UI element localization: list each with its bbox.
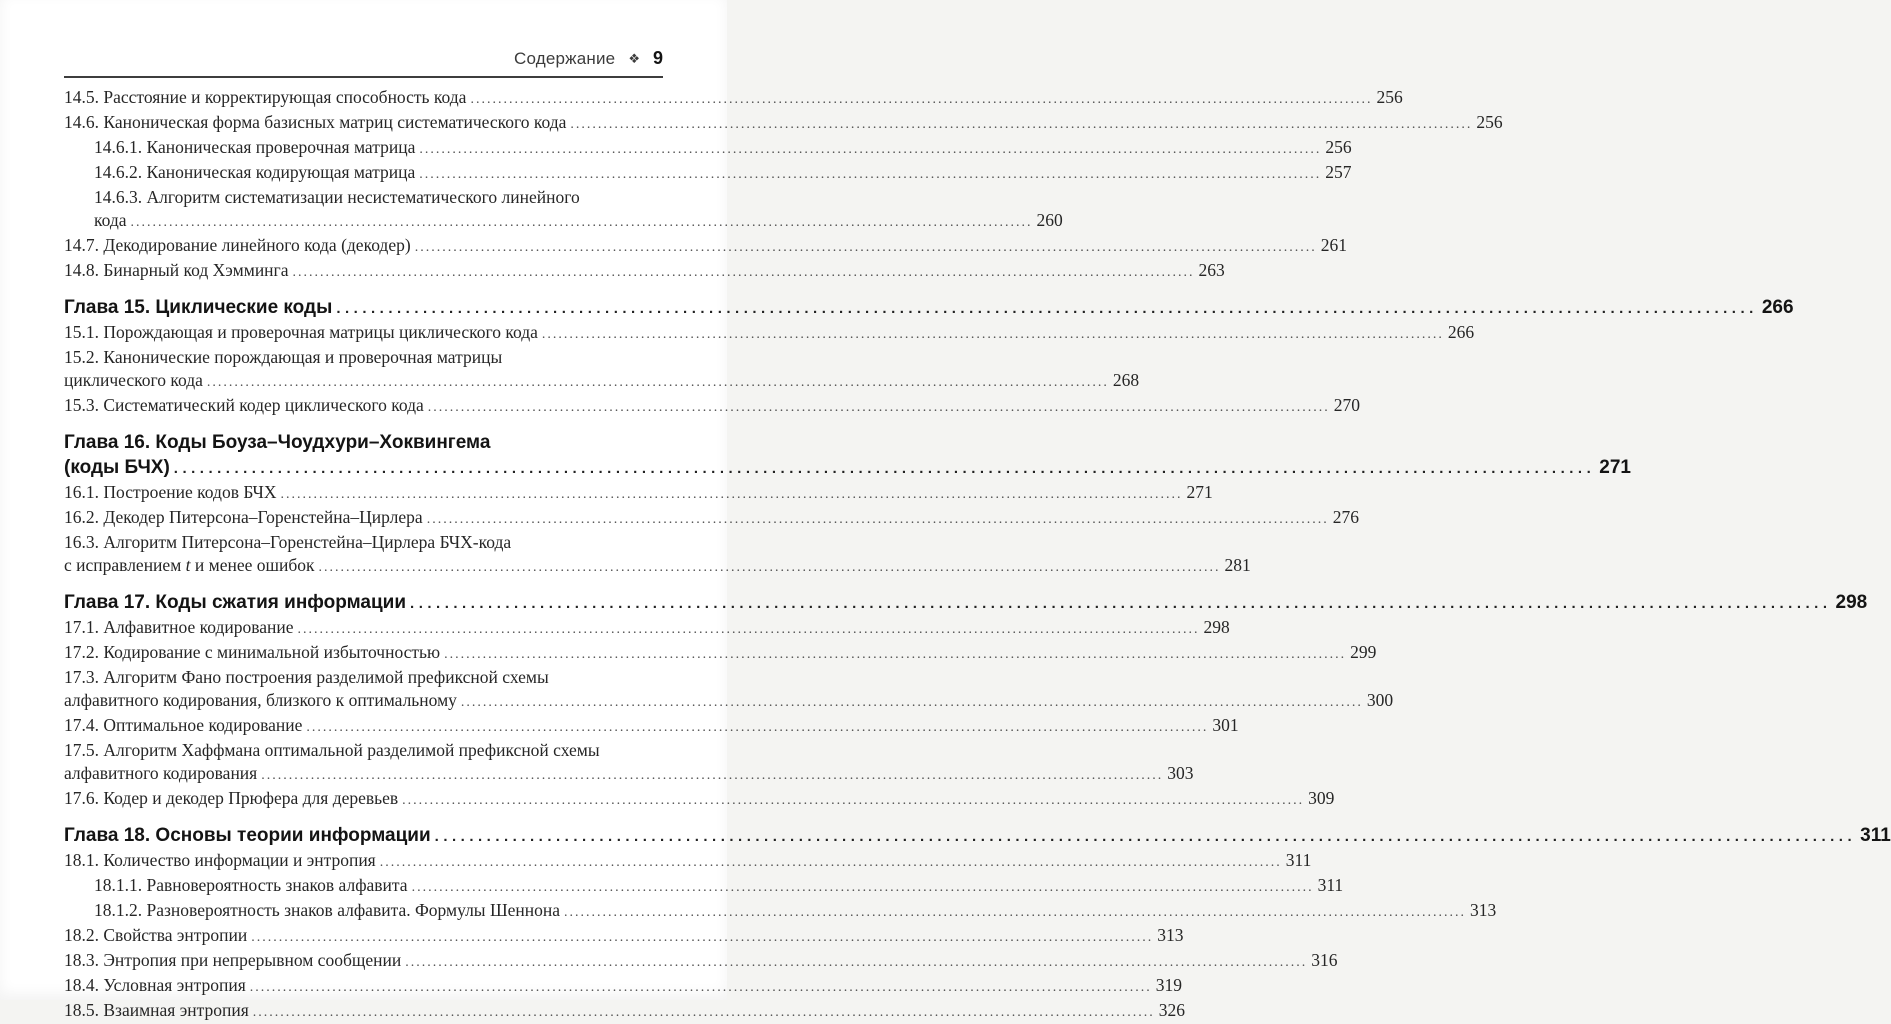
toc-page-number: 300 (1366, 690, 1394, 710)
toc-page-number: 266 (1447, 322, 1475, 342)
toc-entry-line (64, 949, 1338, 974)
toc-entry-line (64, 394, 1361, 419)
toc-line-text: 14.5. Расстояние и корректирующая способность кода (64, 87, 467, 107)
toc-page-number: 271 (1599, 457, 1631, 478)
toc-line-text: циклического кода (64, 370, 203, 390)
toc-line-text: 16.3. Алгоритм Питерсона–Горенстейна–Цирлера БЧХ-кода (64, 532, 512, 552)
toc-entry-line (64, 874, 1344, 899)
dot-leader (428, 394, 1330, 419)
toc-entry-line (64, 762, 1194, 787)
toc-line-text: 15.2. Канонические порождающая и проверочная матрицы (64, 347, 503, 367)
toc-entry-line (64, 86, 1403, 111)
page-header (64, 48, 663, 78)
dot-leader (402, 787, 1304, 812)
toc-line-text: Глава 16. Коды Боуза–Чоудхури–Хоквингема (64, 432, 491, 453)
toc-page-number: 261 (1320, 235, 1347, 255)
toc-chapter-line (64, 295, 1794, 321)
toc-line-text: 17.4. Оптимальное кодирование (64, 715, 303, 735)
toc-page-number: 319 (1155, 975, 1183, 995)
toc-page-number: 256 (1476, 112, 1503, 132)
dot-leader (298, 616, 1200, 641)
toc-line-text: 18.4. Условная энтропия (64, 975, 246, 995)
toc-line-text: 18.2. Свойства энтропии (64, 925, 248, 945)
toc-entry-line (64, 209, 1063, 234)
toc-entry-line (64, 259, 1225, 284)
toc-page-number: 266 (1761, 297, 1794, 318)
header-title: Содержание (513, 49, 616, 68)
toc-page-number: 256 (1376, 87, 1403, 107)
toc-entry-line (64, 924, 1184, 949)
dot-leader (444, 641, 1346, 666)
dot-leader (306, 714, 1208, 739)
toc-page-number: 301 (1212, 715, 1239, 735)
toc-page-number: 299 (1350, 642, 1377, 662)
toc-chapter-line (64, 430, 663, 455)
toc-page-number: 256 (1325, 137, 1352, 157)
toc-page-number: 263 (1198, 260, 1225, 280)
toc-page-number: 311 (1285, 850, 1312, 870)
dot-leader (415, 234, 1317, 259)
toc-page-number: 271 (1186, 482, 1213, 502)
toc-entry-line (64, 321, 1475, 346)
dot-leader (380, 849, 1282, 874)
toc-line-text: 17.1. Алфавитное кодирование (64, 617, 294, 637)
toc-entry-line (64, 346, 663, 369)
toc-chapter-line (64, 455, 1631, 481)
toc-entry-line (64, 849, 1312, 874)
toc-entry-line (64, 481, 1213, 506)
toc-line-text: 18.1.2. Разновероятность знаков алфавита. Формулы Шеннона (94, 900, 560, 920)
toc-line-text: Глава 17. Коды сжатия информации (64, 592, 407, 613)
dot-leader (564, 899, 1466, 924)
toc-page-number: 260 (1036, 210, 1063, 230)
toc-page-number: 276 (1332, 507, 1359, 527)
toc-entry-line (64, 234, 1347, 259)
toc-line-text: 15.3. Систематический кодер циклического кода (64, 395, 424, 415)
dot-leader (405, 949, 1307, 974)
toc-page-number: 298 (1203, 617, 1230, 637)
dot-leader (131, 209, 1033, 234)
toc-line-text: 16.2. Декодер Питерсона–Горенстейна–Цирлера (64, 507, 423, 527)
toc-page-number: 313 (1469, 900, 1497, 920)
toc-page-number: 311 (1317, 875, 1344, 895)
toc-line-text: 17.3. Алгоритм Фано построения разделимой префиксной схемы (64, 667, 549, 687)
toc-page-number: 270 (1333, 395, 1361, 415)
dot-leader (207, 369, 1109, 394)
toc-line-text: 14.6.3. Алгоритм систематизации несистематического линейного (94, 187, 580, 207)
toc-entry-line (64, 506, 1359, 531)
toc-entry-line (64, 899, 1497, 924)
toc-page-number: 303 (1167, 763, 1194, 783)
dot-leader (412, 874, 1314, 899)
toc-page-number: 268 (1112, 370, 1140, 390)
toc-entry-line (64, 554, 1251, 579)
toc-line-text: 14.6.2. Каноническая кодирующая матрица (94, 162, 416, 182)
toc-entry-line (64, 111, 1503, 136)
toc-page-number: 313 (1157, 925, 1184, 945)
toc-entry-line (64, 689, 1394, 714)
toc-line-text: 18.5. Взаимная энтропия (64, 1000, 249, 1020)
dot-leader (250, 974, 1152, 999)
toc-line-text: 17.2. Кодирование с минимальной избыточностью (64, 642, 441, 662)
toc-line-text: 17.6. Кодер и декодер Прюфера для деревьев (64, 788, 399, 808)
toc-entry-line (64, 531, 663, 554)
dot-leader (336, 295, 1757, 321)
toc-line-text: с исправлением t и менее ошибок (64, 555, 315, 575)
toc-entry-line (64, 739, 663, 762)
dot-leader (410, 590, 1831, 616)
toc-entry-line (64, 186, 663, 209)
toc-page-number: 309 (1308, 788, 1335, 808)
toc-page-number: 257 (1325, 162, 1352, 182)
toc-entry-line (64, 616, 1230, 641)
toc-line-text: 14.6.1. Каноническая проверочная матрица (94, 137, 416, 157)
dot-leader (435, 823, 1856, 849)
toc-entry-line (64, 136, 1352, 161)
toc-entry-line (64, 161, 1352, 186)
dot-leader (251, 924, 1153, 949)
toc-page-number: 316 (1311, 950, 1338, 970)
dot-leader (419, 136, 1321, 161)
toc-entry-line (64, 974, 1183, 999)
toc-entry-line (64, 369, 1140, 394)
dot-leader (427, 506, 1329, 531)
dot-leader (470, 86, 1372, 111)
toc-line-text: 18.1. Количество информации и энтропия (64, 850, 376, 870)
dot-leader (261, 762, 1163, 787)
toc-line-text: Глава 15. Циклические коды (64, 297, 333, 318)
dot-leader (174, 455, 1595, 481)
toc-line-text: Глава 18. Основы теории информации (64, 825, 431, 846)
toc (64, 86, 1891, 1024)
toc-line-text: (коды БЧХ) (64, 457, 170, 478)
toc-page-number: 298 (1835, 592, 1868, 613)
toc-chapter-line (64, 823, 1891, 849)
dot-leader (253, 999, 1155, 1024)
toc-entry-line (64, 666, 663, 689)
header-page-number: 9 (652, 48, 663, 68)
toc-entry-line (64, 714, 1239, 739)
toc-line-text: 14.6. Каноническая форма базисных матриц систематического кода (64, 112, 567, 132)
toc-line-text: 14.7. Декодирование линейного кода (декодер) (64, 235, 411, 255)
toc-entry-line (64, 787, 1335, 812)
dot-leader (542, 321, 1444, 346)
toc-line-text: 16.1. Построение кодов БЧХ (64, 482, 277, 502)
diamond-ornament-icon: ❖ (628, 51, 640, 66)
toc-entry-line (64, 641, 1377, 666)
toc-page-number: 281 (1224, 555, 1251, 575)
dot-leader (461, 689, 1363, 714)
toc-page-number: 311 (1860, 825, 1891, 846)
toc-line-text: 17.5. Алгоритм Хаффмана оптимальной разделимой префиксной схемы (64, 740, 600, 760)
dot-leader (293, 259, 1195, 284)
toc-page-number: 326 (1158, 1000, 1185, 1020)
dot-leader (570, 111, 1472, 136)
toc-chapter-line (64, 590, 1868, 616)
toc-line-text: кода (94, 210, 127, 230)
toc-line-text: алфавитного кодирования (64, 763, 258, 783)
dot-leader (419, 161, 1321, 186)
toc-line-text: 18.3. Энтропия при непрерывном сообщении (64, 950, 402, 970)
toc-entry-line (64, 999, 1185, 1024)
dot-leader (281, 481, 1183, 506)
toc-line-text: 18.1.1. Равновероятность знаков алфавита (94, 875, 408, 895)
toc-line-text: 14.8. Бинарный код Хэмминга (64, 260, 289, 280)
toc-line-text: алфавитного кодирования, близкого к оптимальному (64, 690, 457, 710)
dot-leader (319, 554, 1221, 579)
toc-line-text: 15.1. Порождающая и проверочная матрицы циклического кода (64, 322, 538, 342)
